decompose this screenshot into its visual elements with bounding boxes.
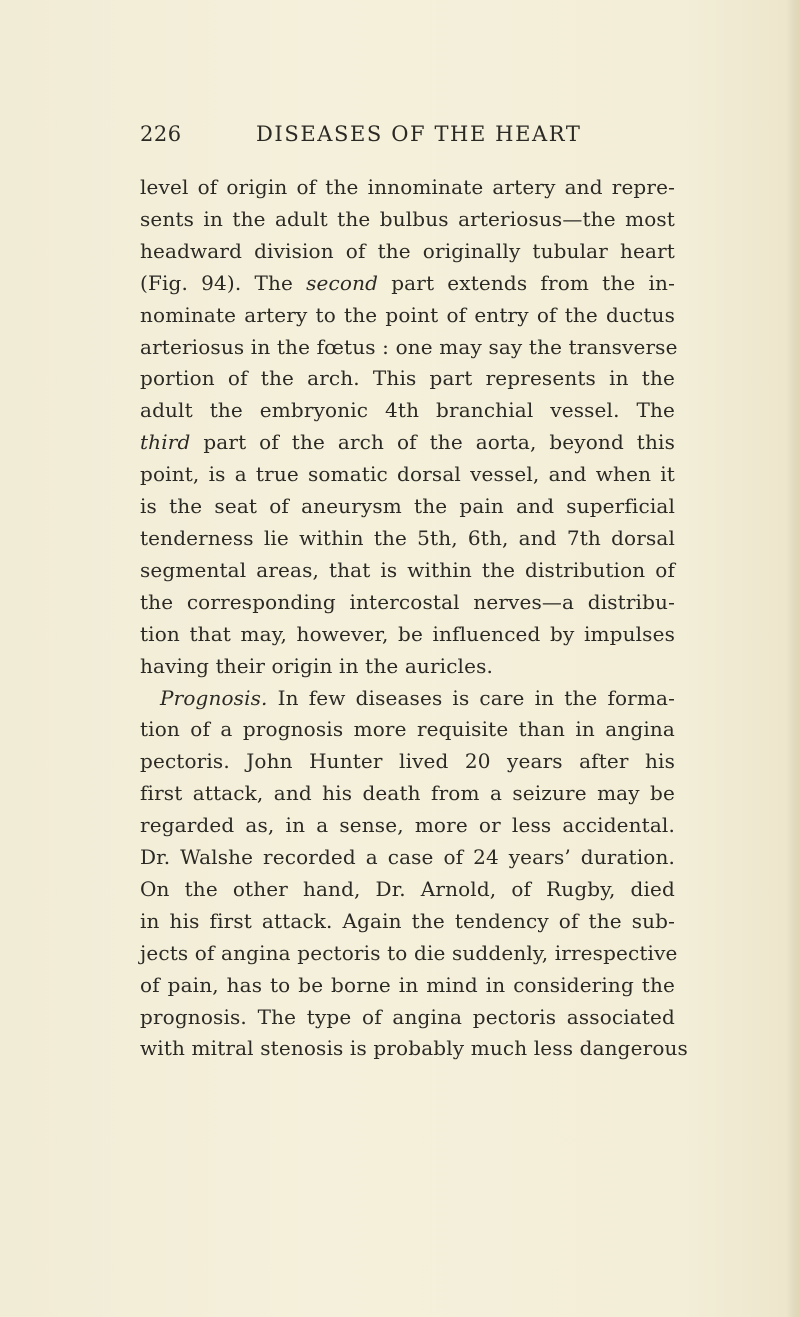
line-start: (Fig. 94). The [140,270,307,295]
text-line: portion of the arch. This part represents in the [140,366,675,391]
italic-term-third: third [140,430,191,455]
running-head: DISEASES OF THE HEART [256,122,582,146]
text-line: nominate artery to the point of entry of the ductus [140,302,675,327]
text-line: in his first attack. Again the tendency of the sub- [140,908,675,933]
text-line: On the other hand, Dr. Arnold, of Rugby, died [140,876,675,901]
text-line: having their origin in the auricles. [140,653,494,678]
page-header [140,119,660,149]
text-line: is the seat of aneurysm the pain and superficial [140,494,675,519]
text-line: point, is a true somatic dorsal vessel, and when it [140,462,675,487]
text-line: tion that may, however, be influenced by impulses [140,621,675,646]
text-line [140,268,675,300]
text-line: tion of a prognosis more requisite than in angina [140,717,675,742]
text-line: arteriosus in the fœtus : one may say the transverse [140,334,678,359]
text-line: Dr. Walshe recorded a case of 24 years’ duration. [140,845,675,870]
text-line: sents in the adult the bulbus arteriosus—the most [140,206,675,231]
text-line: headward division of the originally tubular heart [140,238,675,263]
italic-term-second: second [306,270,379,295]
text-line: level of origin of the innominate artery and repre- [140,175,675,199]
page-edge-shadow [786,0,800,1317]
text-line: segmental areas, that is within the distribution of [140,557,675,582]
paragraph-start-line [140,683,675,715]
italic-heading-prognosis: Prognosis. [160,685,268,710]
text-line [140,427,675,459]
text-line: jects of angina pectoris to die suddenly, irrespective [140,940,678,965]
line-end: part of the arch of the aorta, beyond this [190,430,675,455]
text-line: tenderness lie within the 5th, 6th, and 7th dorsal [140,525,675,550]
body-text [140,172,688,1065]
text-line: regarded as, in a sense, more or less accidental. [140,813,675,838]
text-line: with mitral stenosis is probably much less dangerous [140,1036,688,1061]
text-line: prognosis. The type of angina pectoris associated [140,1004,675,1029]
text-line: of pain, has to be borne in mind in considering the [140,972,675,997]
page-number: 226 [140,122,182,146]
text-line: first attack, and his death from a seizure may be [140,781,675,806]
line-end: In few diseases is care in the forma- [267,685,675,710]
line-end: part extends from the in- [378,270,675,295]
text-line: adult the embryonic 4th branchial vessel. The [140,398,675,423]
text-line: the corresponding intercostal nerves—a distribu- [140,589,675,614]
text-line: pectoris. John Hunter lived 20 years after his [140,749,675,774]
